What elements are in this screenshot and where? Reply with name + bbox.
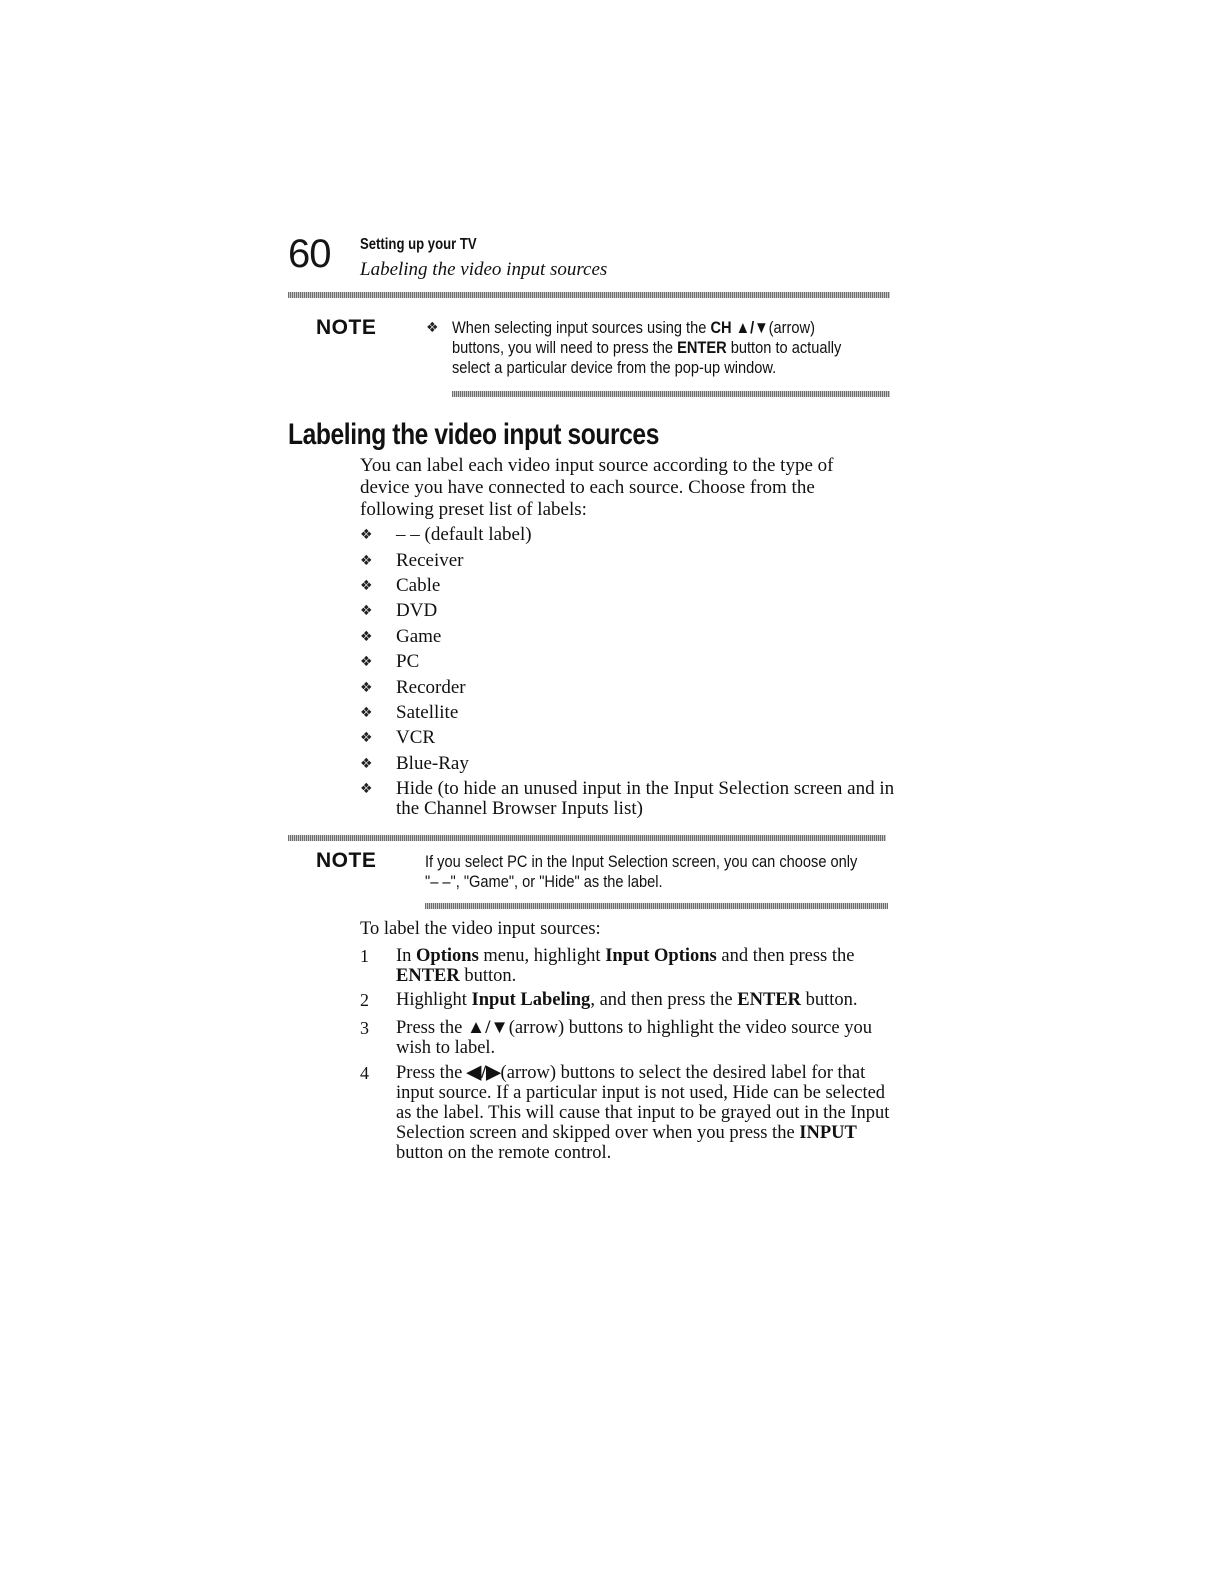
header-rule: [288, 292, 890, 298]
bullet-diamond-icon: ❖: [360, 603, 373, 619]
bullet-diamond-icon: ❖: [360, 527, 373, 543]
bullet-diamond-icon: ❖: [360, 578, 373, 594]
bullet-diamond-icon: ❖: [360, 705, 373, 721]
bullet-diamond-icon: ❖: [360, 781, 373, 797]
bullet-diamond-icon: ❖: [360, 680, 373, 696]
note-rule: [288, 835, 886, 841]
bullet-diamond-icon: ❖: [360, 756, 373, 772]
page-heading: Labeling the video input sources: [288, 418, 659, 451]
section-title: Setting up your TV: [360, 236, 477, 253]
section-subtitle: Labeling the video input sources: [360, 259, 608, 280]
note-label: NOTE: [316, 849, 377, 872]
intro-paragraph: You can label each video input source according to the type of device you have connected to each source. Choose from the following preset list of labels:: [360, 455, 834, 520]
up-down-arrow-icon: ▲/▼: [466, 1018, 509, 1038]
procedure-intro: To label the video input sources:: [360, 919, 601, 939]
bullet-diamond-icon: ❖: [360, 553, 373, 569]
left-right-arrow-icon: ◀/▶: [466, 1063, 501, 1083]
bullet-diamond-icon: ❖: [360, 654, 373, 670]
note-rule: [452, 391, 890, 397]
note-text: When selecting input sources using the CH ▲/▼(arrow) buttons, you will need to press the ENTER button to actually select a particular device from the pop-up window.: [452, 318, 842, 377]
note-text: If you select PC in the Input Selection screen, you can choose only "– –", "Game", or "Hide" as the label.: [425, 852, 858, 891]
bullet-diamond-icon: ❖: [426, 320, 439, 336]
note-label: NOTE: [316, 316, 377, 339]
bullet-diamond-icon: ❖: [360, 629, 373, 645]
note-rule: [425, 903, 888, 909]
page-number: 60: [288, 232, 331, 276]
bullet-diamond-icon: ❖: [360, 730, 373, 746]
